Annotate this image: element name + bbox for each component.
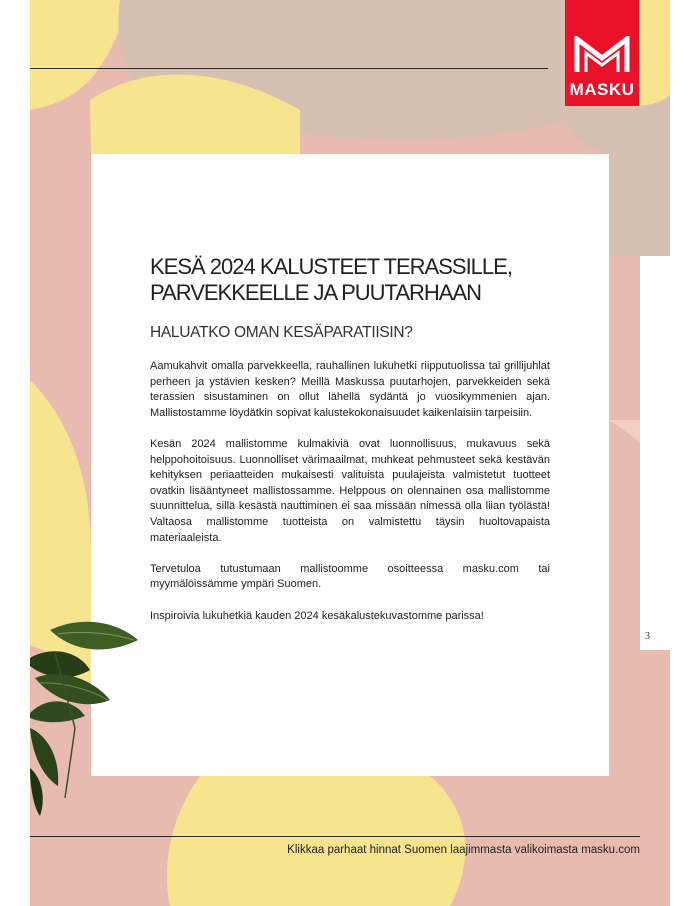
content-card [91,154,609,776]
article-body [150,359,550,640]
page-subtitle: HALUATKO OMAN KESÄPARATIISIN? [150,324,413,341]
paragraph: Aamukahvit omalla parvekkeella, rauhallinen lukuhetki riipputuolissa tai grillijuhlat perheen ja ystävien kesken? Meillä Maskussa puutarhojen, parvekkeiden sekä terassien sisustaminen on ollut lähellä sydäntä jo vuosikymmenien ajan. Mallistostamme löydätkin sopivat kalustekokonaisuudet kaikenlaisiin tarpeisiin. [150,360,550,419]
paragraph: Tervetuloa tutustumaan mallistoomme osoitteessa masku.com tai myymälöissämme ympäri Suomen. [150,562,550,591]
rubber-plant-leaves-icon [30,618,145,818]
masku-logo-icon [574,36,630,74]
footer-link-text[interactable]: Klikkaa parhaat hinnat Suomen laajimmasta valikoimasta masku.com [287,844,640,856]
page-title: KESÄ 2024 KALUSTEET TERASSILLE, PARVEKKEELLE JA PUUTARHAAN [150,254,512,305]
top-rule [30,68,548,69]
logo-wordmark: MASKU [569,80,635,99]
paragraph: Inspiroivia lukuhetkiä kauden 2024 kesäkalustekuvastomme parissa! [150,609,484,622]
page-number: 3 [645,631,650,642]
page-edge-tab [640,256,670,650]
paragraph: Kesän 2024 mallistomme kulmakiviä ovat luonnollisuus, mukavuus sekä helppohoitoisuus. Luonnolliset värimaailmat, muhkeat pehmusteet sekä kestävän kehityksen periaatteiden mukaisesti valituista puulajeista valmistetut tuotteet ovatkin lisääntyneet mallistossamme. Helppous on olennainen osa mallistomme suunnittelua, sillä kesästä nauttiminen ei saa missään nimessä olla liian työlästä! Valtaosa mallistomme tuotteista on valmistettu täysin huoltovapaista materiaaleista. [150,437,550,544]
bottom-rule [30,836,640,837]
masku-logo[interactable] [565,0,639,106]
